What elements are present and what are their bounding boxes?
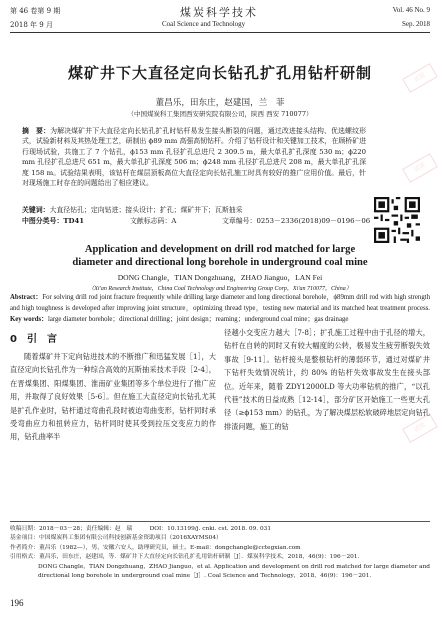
- abstract-cn: [22, 126, 366, 192]
- keywords-cn: [22, 205, 366, 215]
- abstract-en-text: For solving drill rod joint fracture frequently while drilling large diameter and long directional borehole，ϕ89mm drill rod with high strength and high toughness is developed after improving joint structure，optimizing thread type，testing new material and its matched heat treatment process.: [10, 294, 430, 312]
- affiliation-cn: （中国煤炭科工集团西安研究院有限公司，陕西 西安 710077）: [127, 110, 313, 118]
- keywords-en-text: large diameter borehole；directional drilling；joint design；reaming；underground coal mine；gas drainage: [47, 316, 349, 323]
- abstract-cn-text: 为解决煤矿井下大直径定向长钻孔扩孔时钻杆易发生接头断裂的问题，通过改进接头结构、优选螺纹形式，试验新材料及其热处理工艺，研制出 ϕ89 mm 高强高韧钻杆。介绍了钻杆设计和关键加工技术，在顾桥矿进行现场试验，共施工了 7 个钻孔，ϕ153 mm 孔径扩孔总进尺 2 309.5 m，最大单孔扩孔深度 530 m；ϕ220 mm 孔径扩孔总进尺 651 m，最大单孔扩孔深度 506 m；ϕ248 mm 孔径扩孔总进尺 208 m，最大单孔扩孔深度 158 m。试验结果表明，该钻杆在煤层顶板高位大直径定向长钻孔施工时具有较好的推广应用价值。最后，针对现场施工时存在的问题给出了相应建议。: [22, 127, 366, 188]
- abstract-en: [10, 293, 430, 315]
- page-number: 196: [10, 598, 24, 608]
- footnote-funding: 基金项目：中国煤炭科工集团有限公司科技创新基金资助项目（2016XAYMS04）: [10, 535, 222, 542]
- clc-number: 中图分类号：TD41: [22, 217, 85, 225]
- header-rule: [10, 32, 430, 33]
- watermark-stamp: 试读: [402, 63, 438, 93]
- footnote-citation-cn: 引用格式：董昌乐，田东庄，赵建国，等．煤矿井下大直径定向长钻孔扩孔用钻杆研制［J］．煤炭科学技术，2018，46(9)：196－201．: [10, 554, 364, 561]
- body-left-column: 随着煤矿井下定向钻进技术的不断推广和迅猛发展［1］，大直径定向长钻孔作为一种综合高效的瓦斯抽采技术手段［2-4］，在晋煤集团、阳煤集团、淮南矿业集团等多个单位进行了推广应用，并取得了良好效果［5-6］。但在施工大直径定向长钻孔尤其是扩孔作业时，钻杆通过弯曲孔段时被迫弯曲变形，钻杆同时承受弯曲应力和扭转应力，钻杆同时使其受到拉压交变应力的作用，钻孔曲率半: [10, 352, 216, 442]
- journal-name-cn: 煤炭科学技术: [180, 6, 258, 19]
- body-right-column: 径越小交变应力越大［7-8］；扩孔施工过程中由于孔径的增大，钻杆在自转的同时又有较大幅度的公转，极易发生疲劳断裂失效事故［9-11］。钻杆接头是整根钻杆的薄弱环节，通过对煤矿井下钻杆失效情况统计，约 80% 的钻杆失效事故发生在接头部位。近年来，随着 ZDY12000LD 等大功率钻机的推广，“以孔代巷”技术的日益成熟［12-14］，部分矿区开始施工一些更大孔径（≥ϕ153 mm）的钻孔，为了解决煤层松软破碎地层定向钻孔排渣问题，施工的钻: [224, 328, 430, 431]
- article-title-cn: 煤矿井下大直径定向长钻孔扩孔用钻杆研制: [67, 64, 372, 82]
- authors-en: DONG Changle，TIAN Dongzhuang，ZHAO Jianguo，LAN Fei: [117, 273, 323, 282]
- watermark-stamp: 试读: [402, 413, 438, 443]
- qr-code-icon: [374, 197, 420, 243]
- watermark-stamp: 试读: [402, 153, 438, 183]
- keywords-en: [10, 315, 430, 325]
- date-en: Sep. 2018: [402, 20, 430, 28]
- article-title-en-line2: diameter and directional long borehole in underground coal mine: [72, 257, 368, 268]
- article-number: 文章编号：0253－2336(2018)09－0196－06: [222, 217, 371, 225]
- article-title-en: [0, 243, 440, 269]
- journal-name-en: Coal Science and Technology: [162, 20, 246, 28]
- keywords-en-label: Key words：: [10, 316, 48, 323]
- footnotes: [10, 525, 430, 581]
- section-title-introduction: 0 引 言: [10, 334, 57, 345]
- authors-cn: 董昌乐，田东庄，赵建国，兰 菲: [155, 98, 285, 108]
- volume-cn: 第 46 卷第 9 期: [10, 7, 61, 15]
- volume-en: Vol. 46 No. 9: [392, 6, 430, 14]
- affiliation-en: （Xi′an Research Institute，China Coal Technology and Engineering Group Corp，Xi′an 710077，China）: [88, 286, 352, 292]
- footnote-rule: [10, 521, 430, 522]
- footnote-received: 收稿日期：2018－03－28；责任编辑：赵 瑞 DOI：10.13199/j. cnki. cst. 2018. 09. 031: [10, 526, 272, 532]
- abstract-en-label: Abstract：: [10, 294, 43, 301]
- keywords-cn-text: 大直径钻孔；定向钻进；接头设计；扩孔；煤矿井下；瓦斯抽采: [49, 206, 243, 214]
- document-code: 文献标志码：A: [130, 217, 177, 225]
- abstract-cn-label: 摘 要：: [22, 127, 51, 135]
- keywords-cn-label: 关键词：: [22, 206, 50, 214]
- footnote-author-bio: 作者简介：董昌乐（1982—），男，安徽六安人，助理研究员，硕士。E-mail：dongchangle@cctegxian.com: [10, 544, 301, 551]
- footnote-citation-en: DONG Changle，TIAN Dongzhuang，ZHAO Jianguo，et al. Application and development on drill rod matched for large diameter and directional long borehole in underground coal mine［J］. Coal Science and Technology，2018，46(9)：196－201．: [38, 563, 431, 580]
- article-title-en-line1: Application and development on drill rod matched for large: [84, 244, 356, 255]
- date-cn: 2018 年 9 月: [10, 21, 53, 29]
- classification-line: [22, 216, 371, 226]
